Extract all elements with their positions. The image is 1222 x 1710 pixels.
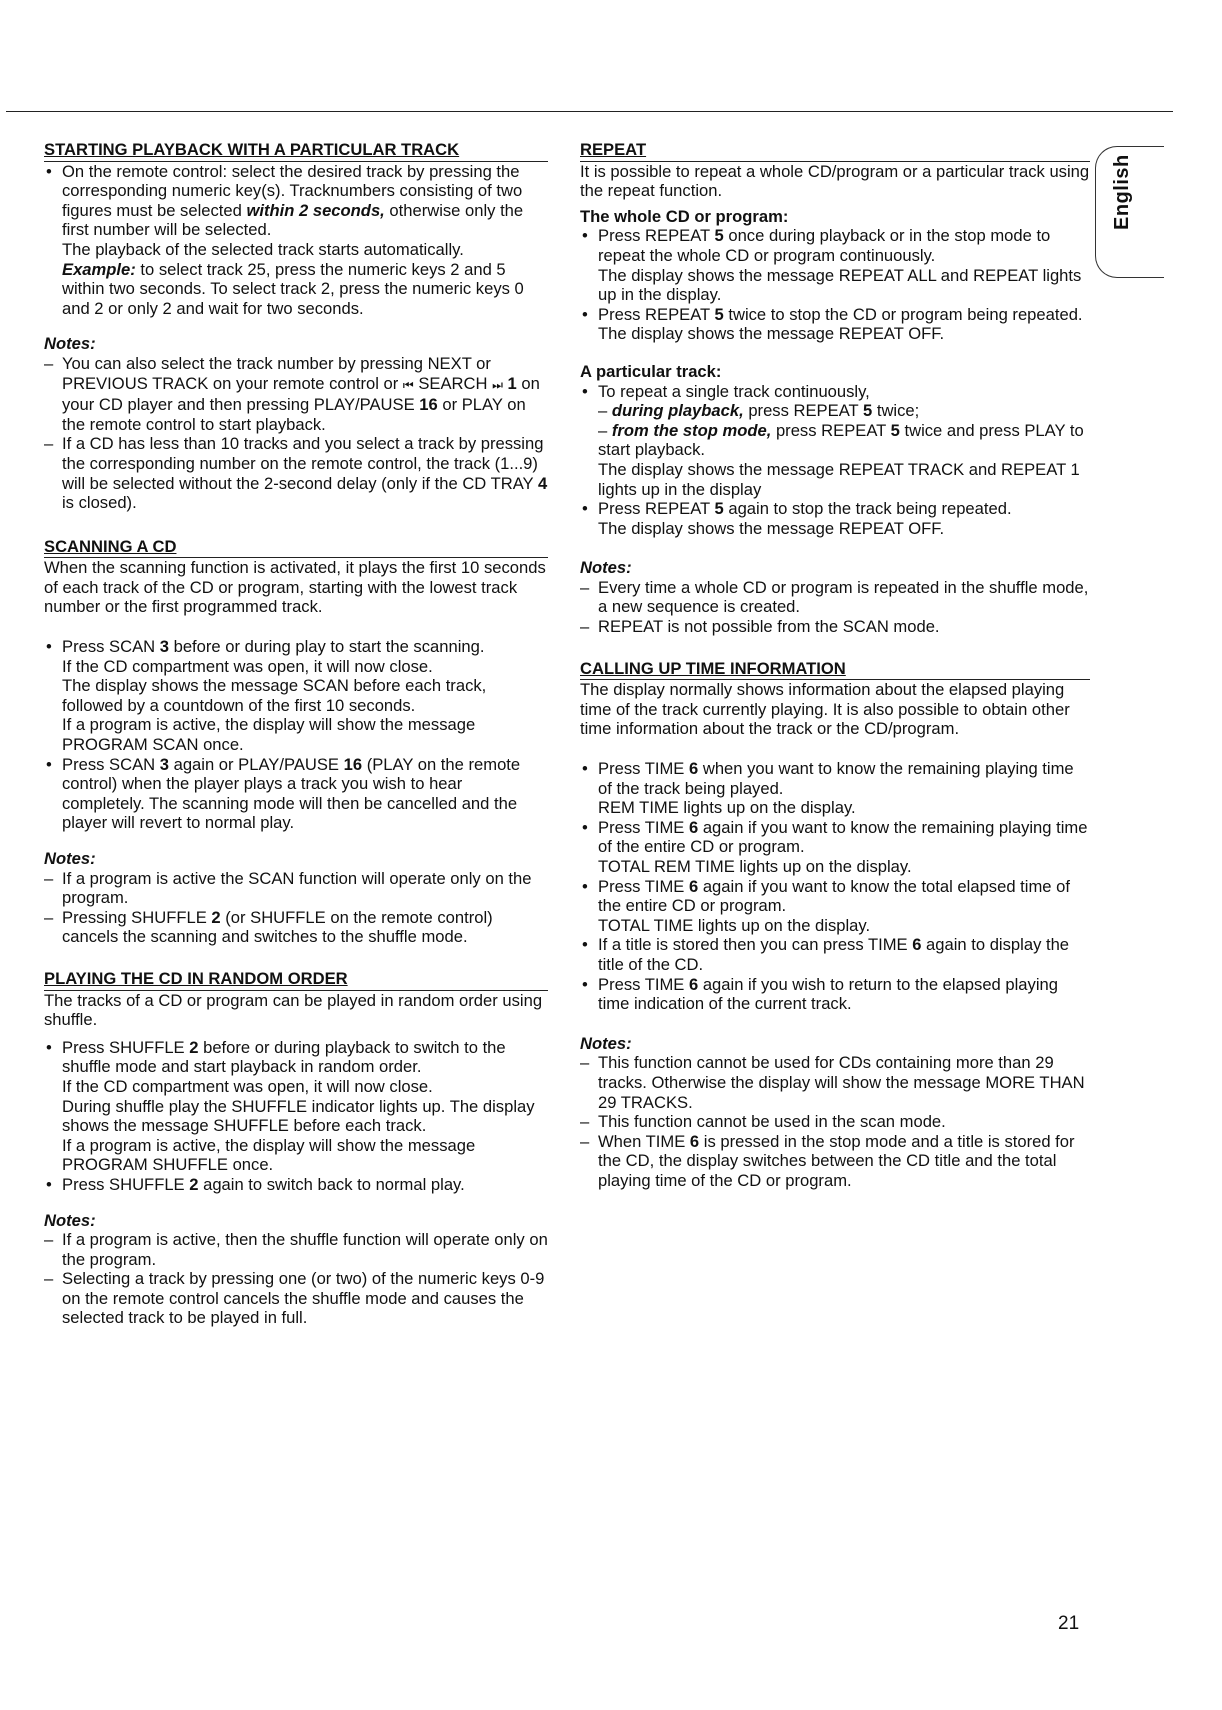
note-item: – Selecting a track by pressing one (or two) of the numeric keys 0-9 on the remote control cancels the shuffle mode and causes the selected track to be played in full.	[44, 1269, 548, 1328]
text: If the CD compartment was open, it will now close.	[62, 656, 433, 676]
key-number: 5	[890, 420, 900, 440]
next-track-icon: ⏭	[492, 377, 503, 392]
text: Press SHUFFLE	[62, 1037, 190, 1057]
text: Press SCAN	[62, 637, 160, 657]
dash: –	[598, 401, 612, 421]
list-item	[580, 499, 1090, 538]
note-item: – REPEAT is not possible from the SCAN mode.	[580, 617, 1090, 637]
text: The display shows the message REPEAT ALL and REPEAT lights up in the display.	[598, 265, 1082, 305]
note-item: – If a program is active, then the shuffle function will operate only on the program.	[44, 1230, 548, 1269]
text: is pressed in the stop mode and a title is stored for the CD, the display switches between the CD title and the total playing time of the CD or program.	[598, 1131, 1075, 1190]
key-number: 2	[189, 1037, 199, 1057]
bullet-list	[44, 637, 548, 833]
list-item	[580, 975, 1090, 1014]
note-item: – If a program is active the SCAN function will operate only on the program.	[44, 869, 548, 908]
key-number: 2	[189, 1174, 199, 1194]
list-item	[580, 759, 1090, 818]
notes-list	[44, 869, 548, 947]
text: is closed).	[62, 493, 137, 513]
notes-heading: Notes:	[580, 558, 632, 578]
section-intro: It is possible to repeat a whole CD/program or a particular track using the repeat function.	[580, 161, 1090, 201]
dash: –	[598, 420, 612, 440]
text: when you want to know the remaining playing time of the track being played.	[598, 759, 1074, 798]
key-number: 6	[688, 974, 699, 994]
text: Press REPEAT	[598, 226, 715, 246]
text: Press TIME	[598, 974, 689, 994]
note-item: – This function cannot be used for CDs containing more than 29 tracks. Otherwise the display will show the message MORE THAN 29 TRACKS.	[580, 1053, 1090, 1112]
subheading: The whole CD or program:	[580, 206, 789, 226]
key-number: 16	[343, 754, 363, 774]
list-item	[44, 162, 548, 319]
text: The display shows the message REPEAT OFF.	[598, 518, 945, 538]
key-number: 6	[688, 759, 699, 779]
key-number: 2	[211, 907, 221, 927]
list-item	[44, 755, 548, 833]
subheading: A particular track:	[580, 361, 722, 381]
section-intro: The display normally shows information about the elapsed playing time of the track currently playing. It is also possible to obtain other time information about the track or the CD/program.	[580, 680, 1070, 739]
text: SEARCH	[413, 373, 493, 393]
text: (PLAY on the remote control) when the player plays a track you wish to hear completely. The scanning mode will then be cancelled and the player will revert to normal play.	[62, 754, 521, 833]
key-number: 6	[689, 1131, 700, 1151]
bullet-list	[44, 1038, 548, 1195]
section-starting-playback	[44, 140, 548, 513]
text: You can also select the track number by pressing NEXT or PREVIOUS TRACK on your remote control or	[62, 353, 491, 393]
text: To repeat a single track continuously,	[598, 381, 870, 401]
text: If the CD compartment was open, it will now close.	[62, 1076, 433, 1096]
section-intro: When the scanning function is activated, it plays the first 10 seconds of each track of the CD or program, starting with the lowest track number or the first programmed track.	[44, 558, 546, 617]
text: The display shows the message REPEAT OFF.	[598, 324, 945, 344]
text: or PLAY on the remote control to start playback.	[62, 395, 526, 434]
list-item	[44, 1175, 548, 1195]
text: The display shows the message REPEAT TRACK and REPEAT 1 lights up in the display	[598, 459, 1080, 499]
example-label: Example:	[62, 259, 136, 279]
text: Press REPEAT	[598, 304, 715, 324]
notes-heading: Notes:	[44, 849, 96, 868]
key-number: 5	[862, 401, 873, 421]
list-item	[580, 382, 1090, 500]
note-item	[44, 908, 548, 947]
text: again if you wish to return to the elapsed playing time indication of the current track.	[598, 974, 1058, 1014]
list-item	[580, 818, 1090, 877]
key-number: 3	[159, 754, 169, 774]
text: before or during play to start the scanning.	[168, 637, 485, 657]
section-random-order	[44, 969, 548, 1328]
section-intro: The tracks of a CD or program can be played in random order using shuffle.	[44, 990, 543, 1030]
text: Press SCAN	[62, 754, 160, 774]
text: before or during playback to switch to the shuffle mode and start playback in random order.	[62, 1037, 506, 1077]
list-item	[44, 637, 548, 755]
text: If a title is stored then you can press TIME	[598, 935, 913, 955]
key-number: 4	[537, 473, 548, 493]
text: Pressing SHUFFLE	[62, 907, 212, 927]
bullet-list	[580, 759, 1090, 1014]
note-item	[44, 434, 548, 512]
notes-list	[44, 354, 548, 513]
page-number: 21	[1058, 1613, 1080, 1634]
note-item: – This function cannot be used in the scan mode.	[580, 1112, 1090, 1132]
notes-list	[44, 1230, 548, 1328]
emphasis: from the stop mode,	[611, 420, 772, 440]
text: press REPEAT	[771, 420, 891, 440]
text: The playback of the selected track starts automatically.	[62, 239, 464, 259]
key-number: 1	[507, 373, 517, 393]
text: REM TIME lights up on the display.	[598, 798, 856, 818]
text: again to display the title of the CD.	[598, 935, 1070, 974]
notes-list	[580, 1053, 1090, 1190]
text: When TIME	[598, 1131, 690, 1151]
text: again or PLAY/PAUSE	[168, 754, 344, 774]
section-title: CALLING UP TIME INFORMATION	[580, 659, 1090, 681]
section-title: PLAYING THE CD IN RANDOM ORDER	[44, 969, 548, 991]
list-item	[44, 1038, 548, 1175]
emphasis: during playback,	[611, 401, 744, 421]
top-rule	[6, 111, 1173, 112]
text: Press REPEAT	[598, 499, 715, 519]
text: On the remote control: select the desired track by pressing the corresponding numeric key(s). Tracknumbers consisting of two figures must be selected	[62, 161, 523, 220]
list-item	[580, 305, 1090, 344]
key-number: 6	[688, 817, 699, 837]
text: press REPEAT	[743, 401, 863, 421]
text: Press TIME	[598, 876, 689, 896]
previous-track-icon: ⏮	[402, 377, 414, 392]
emphasis: within 2 seconds,	[246, 200, 385, 220]
text: TOTAL REM TIME lights up on the display.	[598, 857, 912, 876]
section-scanning	[44, 537, 548, 947]
text: TOTAL TIME lights up on the display.	[598, 915, 871, 935]
text: again if you want to know the total elapsed time of the entire CD or program.	[598, 876, 1070, 916]
text: on your CD player and then pressing PLAY/PAUSE	[62, 373, 540, 415]
text: again to stop the track being repeated.	[723, 499, 1012, 519]
list-item	[580, 935, 1090, 974]
text: If a program is active, the display will show the message PROGRAM SCAN once.	[62, 715, 476, 755]
text: twice and press PLAY to start playback.	[598, 420, 1084, 460]
right-column	[580, 140, 1090, 1191]
key-number: 5	[714, 304, 724, 324]
list-item	[580, 226, 1090, 304]
text: otherwise only the first number will be selected.	[62, 200, 524, 240]
text: During shuffle play the SHUFFLE indicator lights up. The display shows the message SHUFFLE before each track.	[62, 1096, 535, 1136]
key-number: 16	[419, 395, 438, 415]
left-column	[44, 140, 548, 1328]
text: Press TIME	[598, 759, 689, 779]
section-title: REPEAT	[580, 140, 1090, 162]
text: Press SHUFFLE	[62, 1174, 190, 1194]
text: to select track 25, press the numeric keys 2 and 5 within two seconds. To select track 2, press the numeric keys 0 and 2 or only 2 and wait for two seconds.	[62, 259, 524, 318]
list-item	[580, 877, 1090, 936]
key-number: 5	[714, 226, 724, 246]
key-number: 6	[912, 935, 922, 955]
notes-heading: Notes:	[44, 334, 96, 354]
text: Press TIME	[598, 817, 689, 837]
note-item: – Every time a whole CD or program is repeated in the shuffle mode, a new sequence is created.	[580, 578, 1090, 617]
text: (or SHUFFLE on the remote control) cancels the scanning and switches to the shuffle mode.	[62, 907, 493, 947]
text: If a CD has less than 10 tracks and you select a track by pressing the corresponding number on the remote control, the track (1...9) will be selected without the 2-second delay (only if the CD TRAY	[62, 434, 544, 493]
note-item	[44, 354, 548, 434]
notes-heading: Notes:	[580, 1033, 632, 1053]
key-number: 5	[714, 499, 724, 519]
text: If a program is active, the display will show the message PROGRAM SHUFFLE once.	[62, 1135, 476, 1175]
section-title: SCANNING A CD	[44, 537, 548, 559]
text: twice to stop the CD or program being repeated.	[723, 304, 1083, 324]
section-title: STARTING PLAYBACK WITH A PARTICULAR TRACK	[44, 140, 548, 162]
bullet-list	[44, 162, 548, 319]
text: The display shows the message SCAN before each track, followed by a countdown of the first 10 seconds.	[62, 676, 487, 715]
key-number: 6	[688, 876, 699, 896]
text: again if you want to know the remaining playing time of the entire CD or program.	[598, 817, 1088, 857]
section-time-info	[580, 659, 1090, 1191]
bullet-list	[580, 226, 1090, 344]
text: again to switch back to normal play.	[198, 1174, 465, 1194]
key-number: 3	[159, 637, 169, 657]
language-tab-label: English	[1111, 154, 1133, 230]
section-repeat	[580, 140, 1090, 637]
bullet-list	[580, 382, 1090, 539]
text: twice;	[872, 401, 920, 421]
text: once during playback or in the stop mode to repeat the whole CD or program continuously.	[598, 226, 1051, 265]
notes-heading: Notes:	[44, 1210, 96, 1230]
notes-list	[580, 578, 1090, 637]
note-item	[580, 1132, 1090, 1191]
